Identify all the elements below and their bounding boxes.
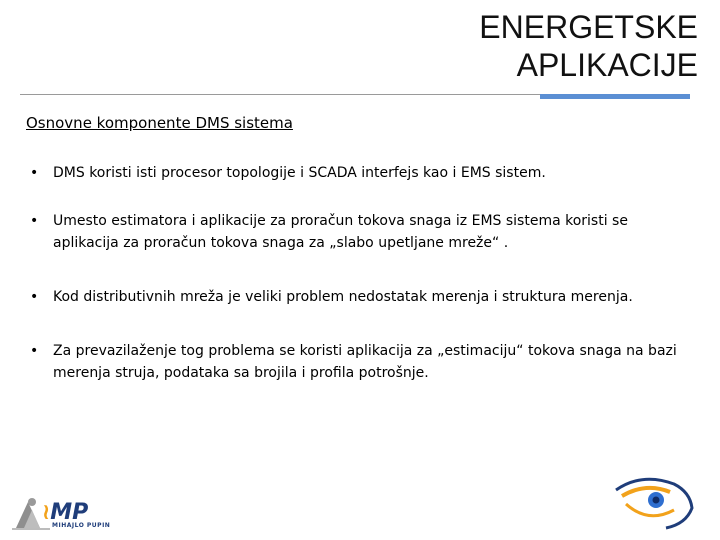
slide-title-line2: APLIKACIJE xyxy=(516,47,698,83)
institute-logo-text: MIHAJLO PUPIN xyxy=(52,522,111,529)
slide-title-line1: ENERGETSKE xyxy=(479,9,698,45)
bullet-text: Kod distributivnih mreža je veliki problem nedostatak merenja i struktura merenja. xyxy=(53,289,633,305)
bullet-marker: • xyxy=(30,343,39,359)
eye-logo-icon xyxy=(612,470,694,530)
section-subtitle: Osnovne komponente DMS sistema xyxy=(26,114,293,132)
title-accent-bar xyxy=(540,94,690,99)
slide-title xyxy=(479,8,698,84)
bullet-marker: • xyxy=(30,289,39,305)
bullet-marker: • xyxy=(30,165,39,181)
bullet-marker: • xyxy=(30,213,39,229)
bullet-text: DMS koristi isti procesor topologije i SCADA interfejs kao i EMS sistem. xyxy=(53,165,546,181)
logo-mark-text: MP xyxy=(50,500,89,525)
logo-accent-glyph: ≀ xyxy=(42,500,51,525)
bullet-text: Za prevazilaženje tog problema se koristi aplikacija za „estimaciju“ tokova snaga na bazi merenja struja, podataka sa brojila i profila potrošnje. xyxy=(53,343,677,381)
bullet-text: Umesto estimatora i aplikacije za proračun tokova snaga iz EMS sistema koristi se aplikacija za proračun tokova snaga za „slabo upetljane mreže“ . xyxy=(53,213,628,251)
